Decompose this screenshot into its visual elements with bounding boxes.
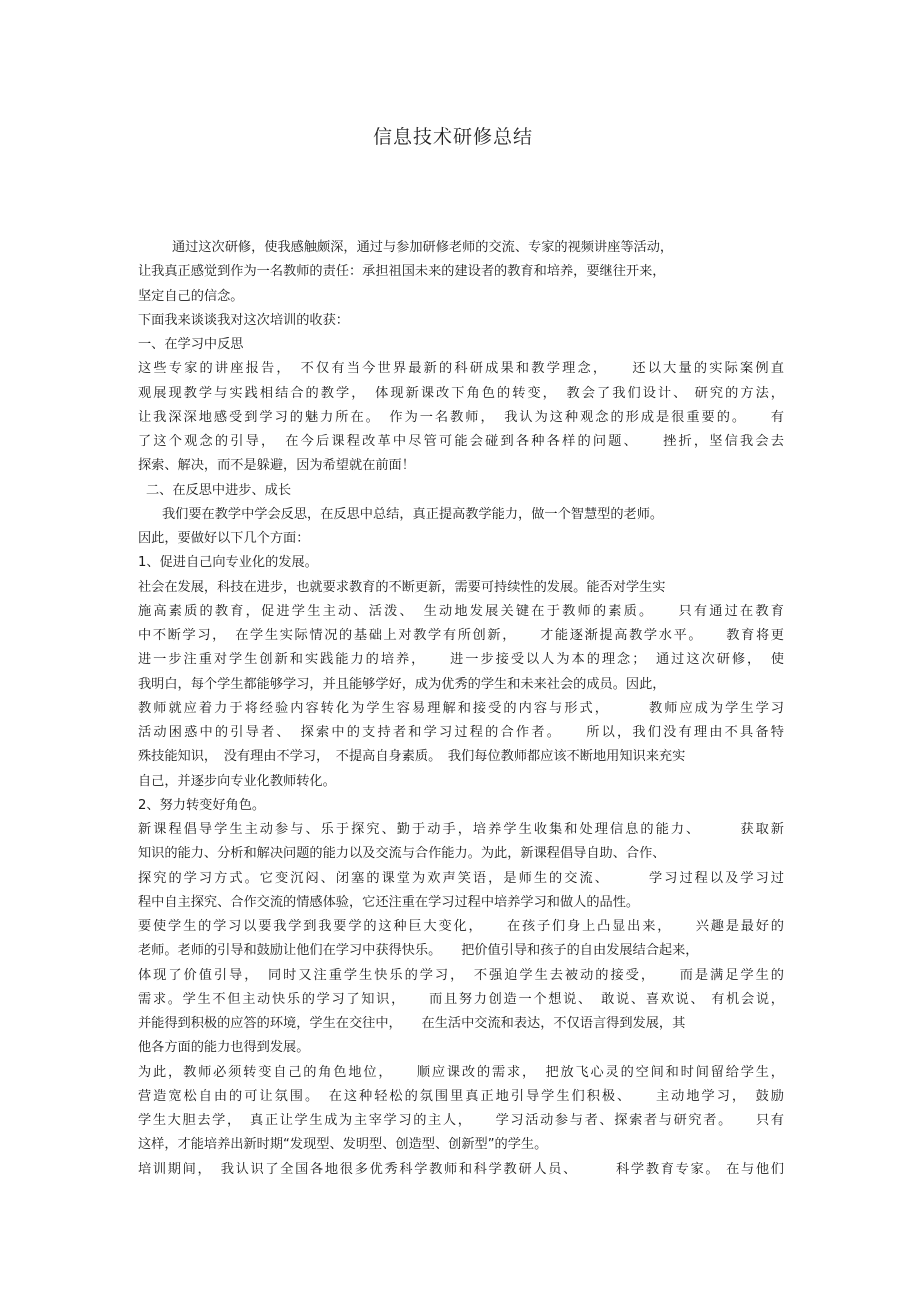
body-line: 下面我来谈谈我对这次培训的收获： [138,312,349,328]
body-line: 体现了价值引导， 同时又注重学生快乐的学习， 不强迫学生去被动的接受， 而是满足学生的 [138,967,784,983]
body-line: 进一步注重对学生创新和实践能力的培养， 进一步接受以人为本的理念； 通过这次研修， 使 [138,652,784,668]
body-line: 观展现教学与实践相结合的教学， 体现新课改下角色的转变， 教会了我们设计、 研究的方法， [138,385,784,401]
body-line: 1、促进自己向专业化的发展。 [138,555,318,571]
document-title: 信息技术研修总结 [372,126,533,148]
body-line: 坚定自己的信念。 [138,288,244,304]
body-line: 殊技能知识， 没有理由不学习， 不提高自身素质。 我们每位教师都应该不断地用知识来充实 [138,749,686,765]
body-line: 探究的学习方式。它变沉闷、闭塞的课堂为欢声笑语，是师生的交流、 学习过程以及学习过 [138,870,784,886]
body-line: 为此，教师必须转变自己的角色地位， 顺应课改的需求， 把放飞心灵的空间和时间留给学生， [138,1064,784,1080]
body-line: 中不断学习， 在学生实际情况的基础上对教学有所创新， 才能逐渐提高教学水平。 教育将更 [138,628,784,643]
body-line: 要使学生的学习以要我学到我要学的这种巨大变化， 在孩子们身上凸显出来， 兴趣是最好的 [138,919,784,934]
body-line: 自己，并逐步向专业化教师转化。 [138,773,336,789]
body-line: 程中自主探究、合作交流的情感体验，它还注重在学习过程中培养学习和做人的品性。 [138,894,640,910]
body-line: 2、努力转变好角色。 [138,797,266,813]
body-line: 了这个观念的引导， 在今后课程改革中尽管可能会碰到各种各样的问题、 挫折，坚信我会去 [138,434,784,449]
body-line: 这些专家的讲座报告， 不仅有当今世界最新的科研成果和教学理念， 还以大量的实际案例直 [138,361,784,377]
body-line: 社会在发展，科技在进步，也就要求教育的不断更新，需要可持续性的发展。能否对学生实 [138,579,666,595]
body-line: 施高素质的教育，促进学生主动、活泼、 生动地发展关键在于教师的素质。 只有通过在教育 [138,603,784,619]
body-line: 二、在反思中进步、成长 [146,482,292,498]
body-line: 新课程倡导学生主动参与、乐于探究、勤于动手，培养学生收集和处理信息的能力、 获取新 [138,822,784,837]
body-line: 知识的能力、分析和解决问题的能力以及交流与合作能力。为此，新课程倡导自助、合作、 [138,846,666,862]
body-line: 活动困惑中的引导者、 探索中的支持者和学习过程的合作者。 所以，我们没有理由不具备特 [138,725,784,740]
body-line: 一、在学习中反思 [138,337,244,352]
body-line: 并能得到积极的应答的环境，学生在交往中， 在生活中交流和表达，不仅语言得到发展，其 [138,1016,686,1031]
body-line: 学生大胆去学， 真正让学生成为主宰学习的主人， 学习活动参与者、探索者与研究者。 只有 [138,1113,784,1128]
body-line: 需求。学生不但主动快乐的学习了知识， 而且努力创造一个想说、 敢说、喜欢说、 有机会说， [138,991,784,1007]
body-line: 培训期间， 我认识了全国各地很多优秀科学教师和科学教研人员、 科学教育专家。 在与他们 [138,1161,784,1177]
body-line: 因此，要做好以下几个方面： [138,531,310,546]
body-line: 让我真正感觉到作为一名教师的责任：承担祖国未来的建设者的教育和培养，要继往开来， [138,264,666,280]
document-body [138,236,784,1182]
body-line: 这样，才能培养出新时期“发现型、发明型、创造型、创新型”的学生。 [138,1137,548,1153]
body-line: 我们要在教学中学会反思，在反思中总结，真正提高教学能力，做一个智慧型的老师。 [162,506,664,522]
body-line: 通过这次研修，使我感触颇深，通过与参加研修老师的交流、专家的视频讲座等活动， [172,240,674,255]
body-line: 老师。老师的引导和鼓励让他们在学习中获得快乐。 把价值引导和孩子的自由发展结合起来， [138,943,699,959]
body-line: 教师就应着力于将经验内容转化为学生容易理解和接受的内容与形式， 教师应成为学生学习 [138,700,784,716]
body-line: 我明白，每个学生都能够学习，并且能够学好，成为优秀的学生和未来社会的成员。因此， [138,676,666,692]
body-line: 让我深深地感受到学习的魅力所在。 作为一名教师， 我认为这种观念的形成是很重要的。 有 [138,409,784,425]
body-line: 营造宽松自由的可让氛围。 在这种轻松的氛围里真正地引导学生们积极、 主动地学习， 鼓励 [138,1088,784,1104]
body-line: 他各方面的能力也得到发展。 [138,1040,310,1056]
body-line: 探索、解决，而不是躲避，因为希望就在前面！ [138,458,415,474]
